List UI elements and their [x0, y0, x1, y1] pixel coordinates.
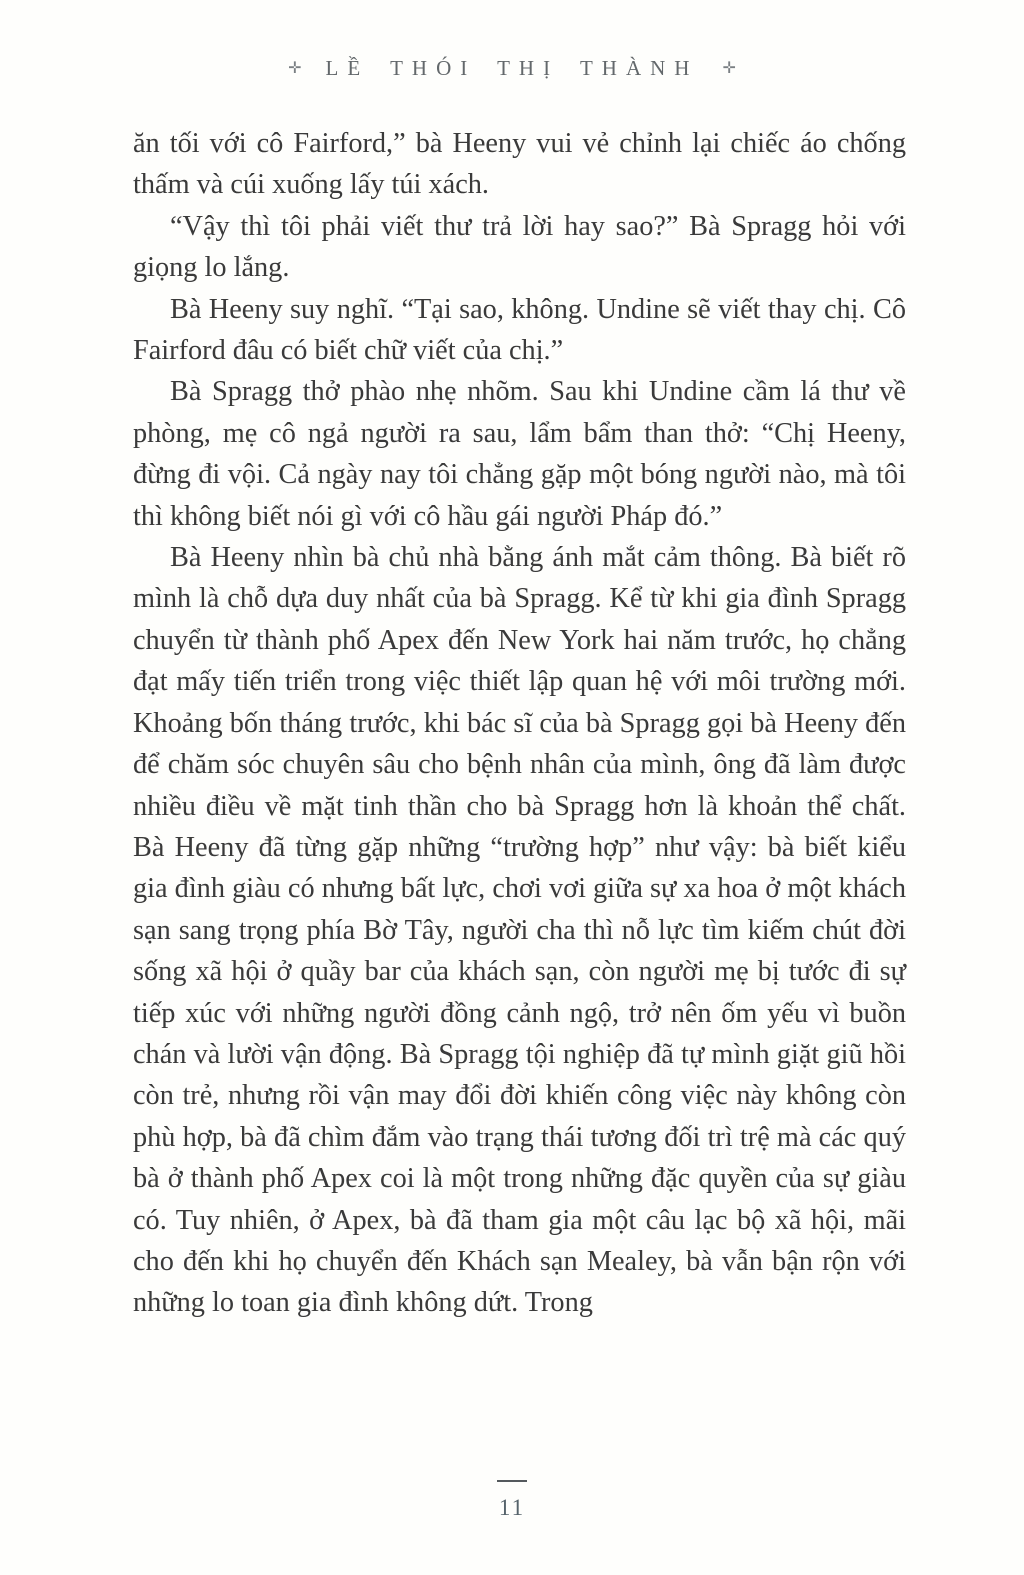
- page-number: 11: [498, 1495, 526, 1520]
- footer-rule: [497, 1480, 527, 1482]
- paragraph: Bà Heeny nhìn bà chủ nhà bằng ánh mắt cảm thông. Bà biết rõ mình là chỗ dựa duy nhất của bà Spragg. Kể từ khi gia đình Spragg chuyển từ thành phố Apex đến New York hai năm trước, họ chẳng đạt mấy tiến triển trong việc thiết lập quan hệ với môi trường mới. Khoảng bốn tháng trước, khi bác sĩ của bà Spragg gọi bà Heeny đến để chăm sóc chuyên sâu cho bệnh nhân của mình, ông đã làm được nhiều điều về mặt tinh thần cho bà Spragg hơn là khoản thể chất. Bà Heeny đã từng gặp những “trường hợp” như vậy: bà biết kiểu gia đình giàu có nhưng bất lực, chơi vơi giữa sự xa hoa ở một khách sạn sang trọng phía Bờ Tây, người cha thì nỗ lực tìm kiếm chút đời sống xã hội ở quầy bar của khách sạn, còn người mẹ bị tước đi sự tiếp xúc với những người đồng cảnh ngộ, trở nên ốm yếu vì buồn chán và lười vận động. Bà Spragg tội nghiệp đã tự mình giặt giũ hồi còn trẻ, nhưng rồi vận may đổi đời khiến công việc này không còn phù hợp, bà đã chìm đắm vào trạng thái tương đối trì trệ mà các quý bà ở thành phố Apex coi là một trong những đặc quyền của sự giàu có. Tuy nhiên, ở Apex, bà đã tham gia một câu lạc bộ xã hội, mãi cho đến khi họ chuyển đến Khách sạn Mealey, bà vẫn bận rộn với những lo toan gia đình không dứt. Trong: [133, 542, 906, 1319]
- header-title: LỀ THÓI THỊ THÀNH: [325, 56, 699, 80]
- running-header: [0, 56, 1024, 81]
- header-ornament-left-icon: ✛: [288, 59, 302, 77]
- paragraph: Bà Heeny suy nghĩ. “Tại sao, không. Undine sẽ viết thay chị. Cô Fairford đâu có biết chữ viết của chị.”: [133, 293, 906, 367]
- header-ornament-right-icon: ✛: [722, 59, 736, 77]
- paragraph: ăn tối với cô Fairford,” bà Heeny vui vẻ chỉnh lại chiếc áo chống thấm và cúi xuống lấy túi xách.: [133, 128, 906, 201]
- paragraph: “Vậy thì tôi phải viết thư trả lời hay sao?” Bà Spragg hỏi với giọng lo lắng.: [133, 210, 906, 284]
- page-footer: [0, 1480, 1024, 1521]
- body-text: [133, 123, 906, 1324]
- paragraph: Bà Spragg thở phào nhẹ nhõm. Sau khi Undine cầm lá thư về phòng, mẹ cô ngả người ra sau, lẩm bẩm than thở: “Chị Heeny, đừng đi vội. Cả ngày nay tôi chẳng gặp một bóng người nào, mà tôi thì không biết nói gì với cô hầu gái người Pháp đó.”: [133, 376, 906, 532]
